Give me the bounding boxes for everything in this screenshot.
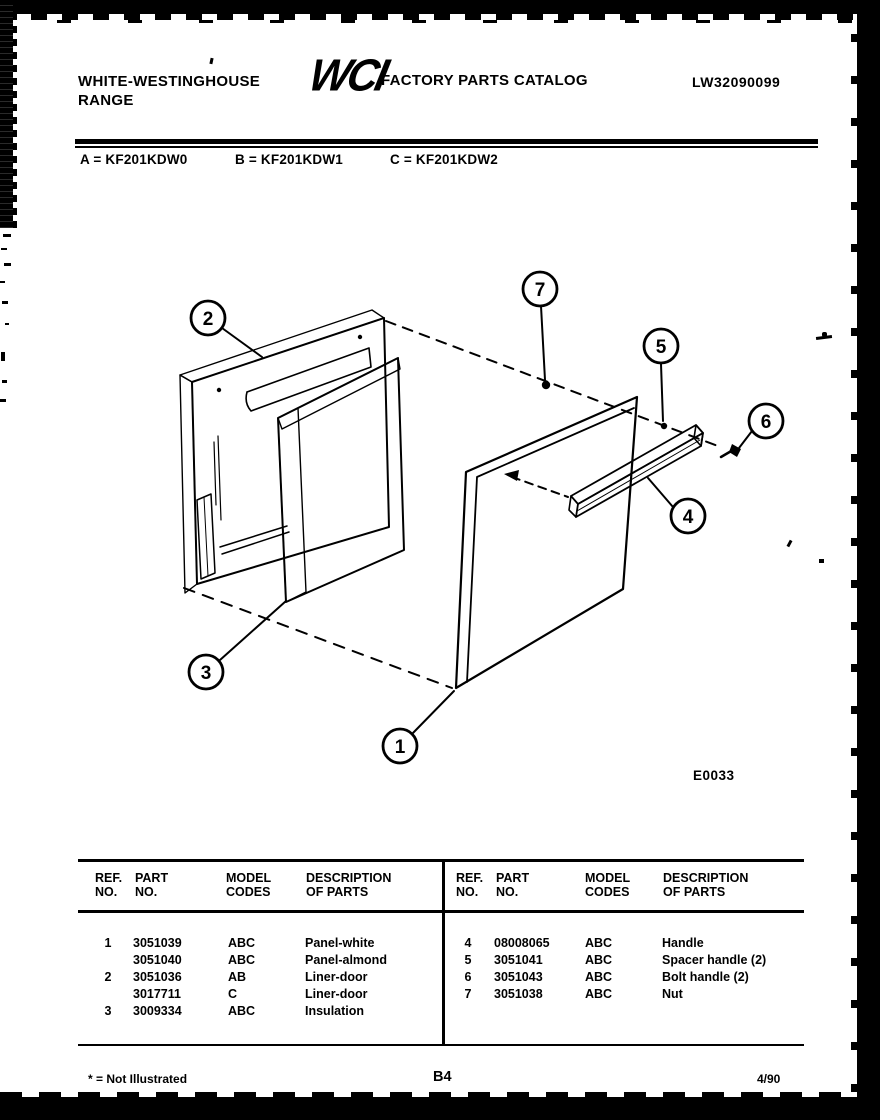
door-liner-part-1 <box>456 397 637 688</box>
table-row: 2 3051036 AB Liner-door <box>104 970 368 984</box>
svg-text:5: 5 <box>655 337 667 358</box>
brand-line-1: WHITE-WESTINGHOUSE <box>78 73 261 90</box>
catalog-title: FACTORY PARTS CATALOG <box>381 72 588 89</box>
col-header-model: MODEL <box>585 871 631 885</box>
publication-number: LW32090099 <box>692 74 781 90</box>
table-row: 3 3009334 ABC Insulation <box>104 1004 365 1018</box>
col-header-desc: DESCRIPTION <box>306 871 392 885</box>
col-header-desc: DESCRIPTION <box>663 871 749 885</box>
table-row: 4 08008065 ABC Handle <box>464 936 704 950</box>
table-row: 7 3051038 ABC Nut <box>464 987 683 1001</box>
svg-text:7: 7 <box>534 280 546 301</box>
callout-4 <box>671 499 705 533</box>
svg-text:6: 6 <box>760 412 772 433</box>
callout-3 <box>189 655 223 689</box>
callout-6 <box>749 404 783 438</box>
callout-7 <box>523 272 557 306</box>
callout-1 <box>383 729 417 763</box>
svg-text:1: 1 <box>394 737 406 758</box>
model-code-b: B = KF201KDW1 <box>235 152 344 167</box>
table-row: 3051040 ABC Panel-almond <box>133 953 387 967</box>
figure-code: E0033 <box>693 768 735 783</box>
callout-2 <box>191 301 225 335</box>
table-row: 6 3051043 ABC Bolt handle (2) <box>464 970 749 984</box>
col-header-ref: REF. <box>456 871 484 885</box>
wci-logo: WCI <box>304 50 391 102</box>
handle-part-4 <box>569 425 703 517</box>
table-row: 3017711 C Liner-door <box>133 987 368 1001</box>
brand-line-2: RANGE <box>78 92 134 109</box>
spacer-part-5 <box>661 423 667 429</box>
table-top-rule <box>78 859 804 862</box>
page-number: B4 <box>433 1069 452 1085</box>
model-code-a: A = KF201KDW0 <box>80 152 188 167</box>
table-header-rule <box>78 910 804 913</box>
table-row: 5 3051041 ABC Spacer handle (2) <box>464 953 767 967</box>
bolt-part-6 <box>721 444 741 457</box>
svg-text:4: 4 <box>682 507 694 528</box>
col-header-part: PART <box>496 871 530 885</box>
assembly-ghost-lines <box>184 321 718 688</box>
table-row: 1 3051039 ABC Panel-white <box>104 936 375 950</box>
callout-5 <box>644 329 678 363</box>
table-bottom-rule <box>78 1044 804 1046</box>
screw-hole-dot <box>217 388 221 392</box>
nut-part-7 <box>542 381 550 389</box>
svg-text:3: 3 <box>200 663 212 684</box>
model-code-c: C = KF201KDW2 <box>390 152 499 167</box>
callout-balloons <box>189 272 783 763</box>
handle-mount-ghost-line <box>504 470 568 497</box>
svg-text:2: 2 <box>202 309 214 330</box>
screw-hole-dot <box>358 335 362 339</box>
col-header-ref: REF. <box>95 871 123 885</box>
not-illustrated-note: * = Not Illustrated <box>88 1072 188 1086</box>
col-header-part: PART <box>135 871 169 885</box>
col-header-model: MODEL <box>226 871 272 885</box>
parts-catalog-page: WHITE-WESTINGHOUSE RANGE WCI FACTORY PARTS CATALOG LW32090099 A = KF201KDW0 B = KF201KDW1 C = KF201KDW2 2 7 5 6 4 3 1 E0033 REF. NO. PART NO. MODEL CODES DESCRIPTION OF PARTS REF. NO. PART NO. MODEL CODES DESCRIPTION OF PARTS 1 3051039 ABC Panel-white 3051040 ABC Panel-almond 2 3051036 AB Liner-door 3017711 C Liner-door 3 3009334 ABC Insulation 4 08008065 ABC Handle 5 3051041 ABC Spacer handle (2) 6 3051043 ABC Bolt handle (2) 7 3051038 ABC Nut * = Not Illustrated B4 4/90 <box>0 0 880 1120</box>
revision-date: 4/90 <box>757 1072 781 1086</box>
